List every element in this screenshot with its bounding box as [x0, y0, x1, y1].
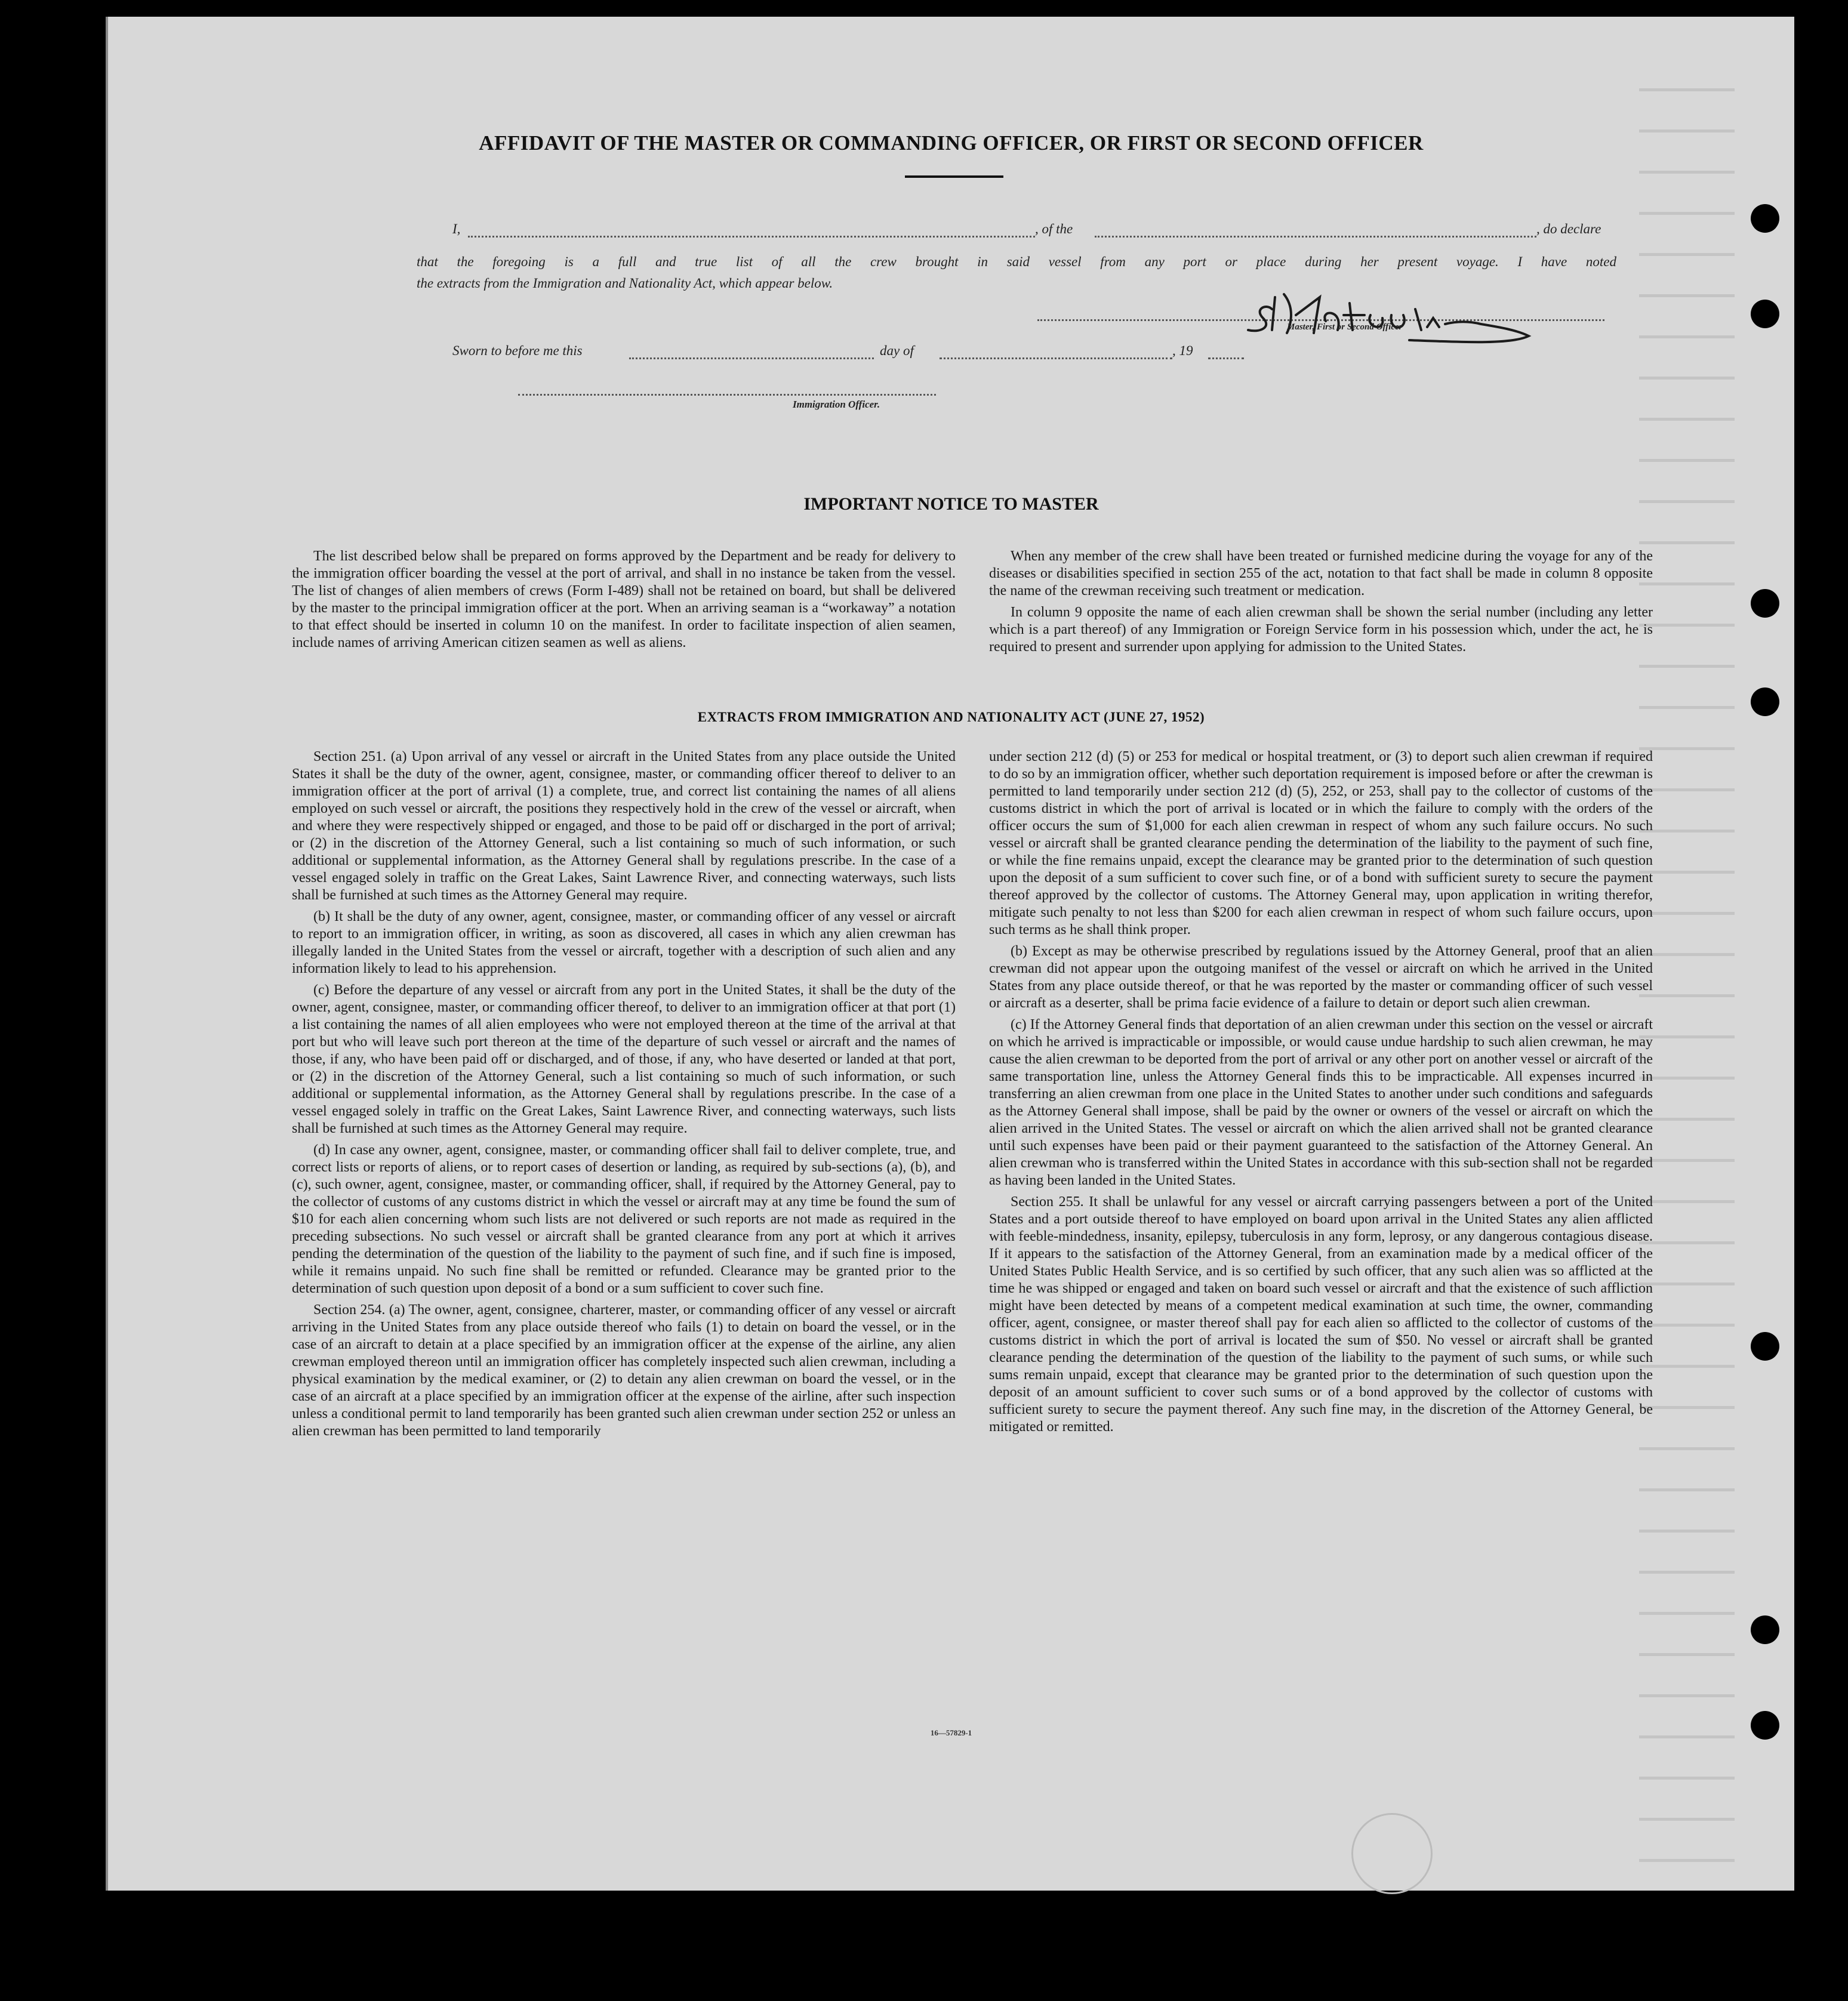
- affidavit-body-line1: that the foregoing is a full and true list of all the crew brought in said vessel from any port or place during her present voyage. I have noted: [417, 254, 1616, 269]
- extracts-paragraph: (b) Except as may be otherwise prescribed by regulations issued by the Attorney General, proof that an alien crewman did not appear upon the outgoing manifest of the vessel or aircraft on which he arrived in the United States from any place outside thereof, or that he was reported by the master or commanding officer of such vessel or aircraft as a deserter, shall be prima facie evidence of a failure to detain or deport such alien crewman.: [989, 944, 1653, 1011]
- affidavit-do-declare-label: , do declare: [1536, 221, 1601, 236]
- year-label: , 19: [1172, 343, 1193, 358]
- binder-hole: [1751, 1615, 1779, 1644]
- immigration-officer-caption: Immigration Officer.: [793, 399, 880, 410]
- extracts-paragraph: Section 255. It shall be unlawful for any vessel or aircraft carrying passengers between a port of the United States and a port outside thereof to have employed on board upon arrival in the United States any alien afflicted with feeble-mindedness, insanity, epilepsy, tuberculosis in any form, leprosy, or any dangerous contagious disease. If it appears to the satisfaction of the Attorney General, from an examination made by a medical officer of the United States Public Health Service, and is so certified by such officer, that any such alien was so afflicted at the time he was shipped or engaged and taken on board such vessel or aircraft and that the existence of such affliction might have been detected by means of a competent medical examination at such time, the owner, commanding officer, agent, consignee, or master thereof shall pay for each alien so afflicted to the collector of customs of the customs district in which the port of arrival is located the sum of $50. No vessel or aircraft shall be granted clearance pending the determination of the question of the liability to the payment of such sums, or while such sums remain unpaid, except that clearance may be granted prior to the determination of such question upon the deposit of an amount sufficient to cover such sums or of a bond approved by the collector of customs with sufficient surety to secure the payment thereof. Any such fine may, in the discretion of the Attorney General, be mitigated or remitted.: [989, 1194, 1653, 1435]
- officer-line: [518, 394, 936, 396]
- bleed-through-lines: [1639, 88, 1758, 1879]
- form-number: 16—57829-1: [930, 1728, 972, 1737]
- extracts-right-column: [989, 748, 1653, 1440]
- binder-hole: [1751, 300, 1779, 328]
- name-field-line: [468, 236, 1035, 238]
- sworn-day-line: [629, 357, 874, 359]
- signature-handwriting: [1230, 285, 1672, 351]
- notice-right-paragraph: In column 9 opposite the name of each alien crewman shall be shown the serial number (including any letter which is a part thereof) of any Immigration or Foreign Service form in his possession which, under the act, he is required to present and surrender upon applying for admission to the United States.: [989, 605, 1653, 655]
- year-line: [1208, 357, 1244, 359]
- extracts-paragraph: (c) Before the departure of any vessel or aircraft from any port in the United States, it shall be the duty of the owner, agent, consignee, master, or commanding officer thereof, to deliver to an immigration officer at that port (1) a list containing the names of all alien employees who were not employed thereon at the time of the arrival at that port but who will leave such port thereon at the time of the departure of such vessel or aircraft and the names of those, if any, who have been paid off or discharged, and of those, if any, who have deserted or landed at that port, or (2) in the discretion of the Attorney General, such a list containing so much of such information, or such additional or supplemental information, as the Attorney General shall by regulations prescribe. In the case of a vessel engaged solely in traffic on the Great Lakes, Saint Lawrence River, and connecting waterways, such lists shall be furnished at such times as the Attorney General may require.: [292, 982, 956, 1136]
- affidavit-i-label: I,: [452, 221, 461, 236]
- vessel-field-line: [1095, 236, 1536, 238]
- binder-hole: [1751, 1711, 1779, 1740]
- affidavit-body-line2: the extracts from the Immigration and Nationality Act, which appear below.: [417, 276, 833, 291]
- notice-left-paragraph: The list described below shall be prepared on forms approved by the Department and be ready for delivery to the immigration officer boarding the vessel at the port of arrival, and shall in no instance be taken from the vessel. The list of changes of alien members of crews (Form I-489) shall not be retained on board, but shall be delivered by the master to the principal immigration officer at the port. When an arriving seaman is a “workaway” a notation to that effect should be inserted in column 10 on the manifest. In order to facilitate inspection of alien seamen, include names of arriving American citizen seamen as well as aliens.: [292, 548, 956, 650]
- extracts-paragraph: (b) It shall be the duty of any owner, agent, consignee, master, or commanding officer of any vessel or aircraft to report to an immigration officer, in writing, as soon as discovered, all cases in which any alien crewman has illegally landed in the United States from the vessel or aircraft, together with a description of such alien and any information likely to lead to his apprehension.: [292, 909, 956, 976]
- extracts-paragraph: (c) If the Attorney General finds that deportation of an alien crewman under this section on the vessel or aircraft on which he arrived is impracticable or impossible, or would cause undue hardship to such alien crewman, he may cause the alien crewman to be deported from the port of arrival or any other port on another vessel or aircraft of the same transportation line, unless the Attorney General finds this to be impracticable. All expenses incurred in transferring an alien crewman from one place in the United States to another under such conditions and safeguards as the Attorney General shall impose, shall be paid by the owner or owners of the vessel or aircraft on which the alien arrived in the United States. The vessel or aircraft on which the alien arrived shall not be granted clearance until such expenses have been paid or their payment guaranteed to the satisfaction of the Attorney General. An alien crewman who is transferred within the United States in accordance with this sub-section shall not be regarded as having been landed in the United States.: [989, 1017, 1653, 1188]
- extracts-title: EXTRACTS FROM IMMIGRATION AND NATIONALITY ACT (JUNE 27, 1952): [697, 710, 1205, 724]
- notice-left-column: [292, 548, 956, 656]
- binder-hole: [1751, 204, 1779, 233]
- day-of-label: day of: [880, 343, 914, 358]
- notice-right-column: [989, 548, 1653, 660]
- signature-caption: Master, First or Second Officer: [1287, 322, 1403, 332]
- extracts-paragraph: Section 251. (a) Upon arrival of any vessel or aircraft in the United States from any place outside the United States it shall be the duty of the owner, agent, consignee, master, or commanding officer thereof to deliver to an immigration officer at the port of arrival (1) a complete, true, and correct list containing the names of all aliens employed on such vessel or aircraft, the positions they respectively hold in the crew of the vessel or aircraft, when and where they were respectively shipped or engaged, and those to be paid off or discharged in the port of arrival; or (2) in the discretion of the Attorney General, such a list containing so much of such information, or such additional or supplemental information, as the Attorney General shall by regulations prescribe. In the case of a vessel engaged solely in traffic on the Great Lakes, Saint Lawrence River, and connecting waterways, such lists shall be furnished at such times as the Attorney General may require.: [292, 749, 956, 903]
- document-page: [106, 17, 1794, 1891]
- binder-hole: [1751, 1332, 1779, 1361]
- sworn-month-line: [940, 357, 1172, 359]
- affidavit-of-the-label: , of the: [1035, 221, 1073, 236]
- faint-stamp: [1351, 1813, 1433, 1894]
- notice-title: IMPORTANT NOTICE TO MASTER: [803, 494, 1099, 514]
- extracts-paragraph: Section 254. (a) The owner, agent, consignee, charterer, master, or commanding officer of any vessel or aircraft arriving in the United States from any place outside thereof who fails (1) to detain on board the vessel, or in the case of an aircraft to detain at a place specified by an immigration officer at the expense of the airline, any alien crewman employed thereon until an immigration officer has completely inspected such alien crewman, including a physical examination by the medical examiner, or (2) to detain any alien crewman on board the vessel, or in the case of an aircraft at a place specified by an immigration officer at the expense of the airline, after such inspection unless a conditional permit to land temporarily has been granted such alien crewman under section 252 or unless an alien crewman has been permitted to land temporarily: [292, 1302, 956, 1439]
- affidavit-title: AFFIDAVIT OF THE MASTER OR COMMANDING OFFICER, OR FIRST OR SECOND OFFICER: [479, 131, 1424, 155]
- extracts-paragraph: under section 212 (d) (5) or 253 for medical or hospital treatment, or (3) to deport such alien crewman if required to do so by an immigration officer, whether such deportation requirement is imposed before or after the crewman is permitted to land temporarily under section 212 (d) (5), 252, or 253, shall pay to the collector of customs of the customs district in which the port of arrival is located or in which the failure to comply with the orders of the officer occurs the sum of $1,000 for each alien crewman in respect of whom any such failure occurs. No such vessel or aircraft shall be granted clearance pending the determination of the liability to the payment of such fine, or while the fine remains unpaid, except the clearance may be granted prior to the determination of such question upon the deposit of a sum sufficient to cover such fine, or of a bond with sufficient surety to secure the payment thereof approved by the collector of customs. The Attorney General may, upon application in writing therefor, mitigate such penalty to not less than $200 for each alien crewman in respect of whom such failure occurs, upon such terms as he shall think proper.: [989, 749, 1653, 938]
- binder-hole: [1751, 687, 1779, 716]
- notice-right-paragraph: When any member of the crew shall have been treated or furnished medicine during the voyage for any of the diseases or disabilities specified in section 255 of the act, notation to that fact shall be made in column 8 opposite the name of the crewman receiving such treatment or medication.: [989, 548, 1653, 599]
- title-rule: [905, 175, 1003, 178]
- sworn-label: Sworn to before me this: [452, 343, 583, 358]
- extracts-paragraph: (d) In case any owner, agent, consignee, master, or commanding officer shall fail to deliver complete, true, and correct lists or reports of aliens, or to report cases of desertion or landing, as required by sub-sections (a), (b), and (c), such owner, agent, consignee, master, or commanding officer, shall, if required by the Attorney General, pay to the collector of customs of any customs district in which the vessel or aircraft may at any time be found the sum of $10 for each alien concerning whom such lists are not delivered or such reports are not made as required in the preceding subsections. No such vessel or aircraft shall be granted clearance from any port at which it arrives pending the determination of the question of the liability to the payment of such fine, and if such fine is imposed, while it remains unpaid. No such fine shall be remitted or refunded. Clearance may be granted prior to the determination of such question upon deposit of a bond or a sum sufficient to cover such fine.: [292, 1142, 956, 1296]
- binder-hole: [1751, 589, 1779, 618]
- extracts-left-column: [292, 748, 956, 1444]
